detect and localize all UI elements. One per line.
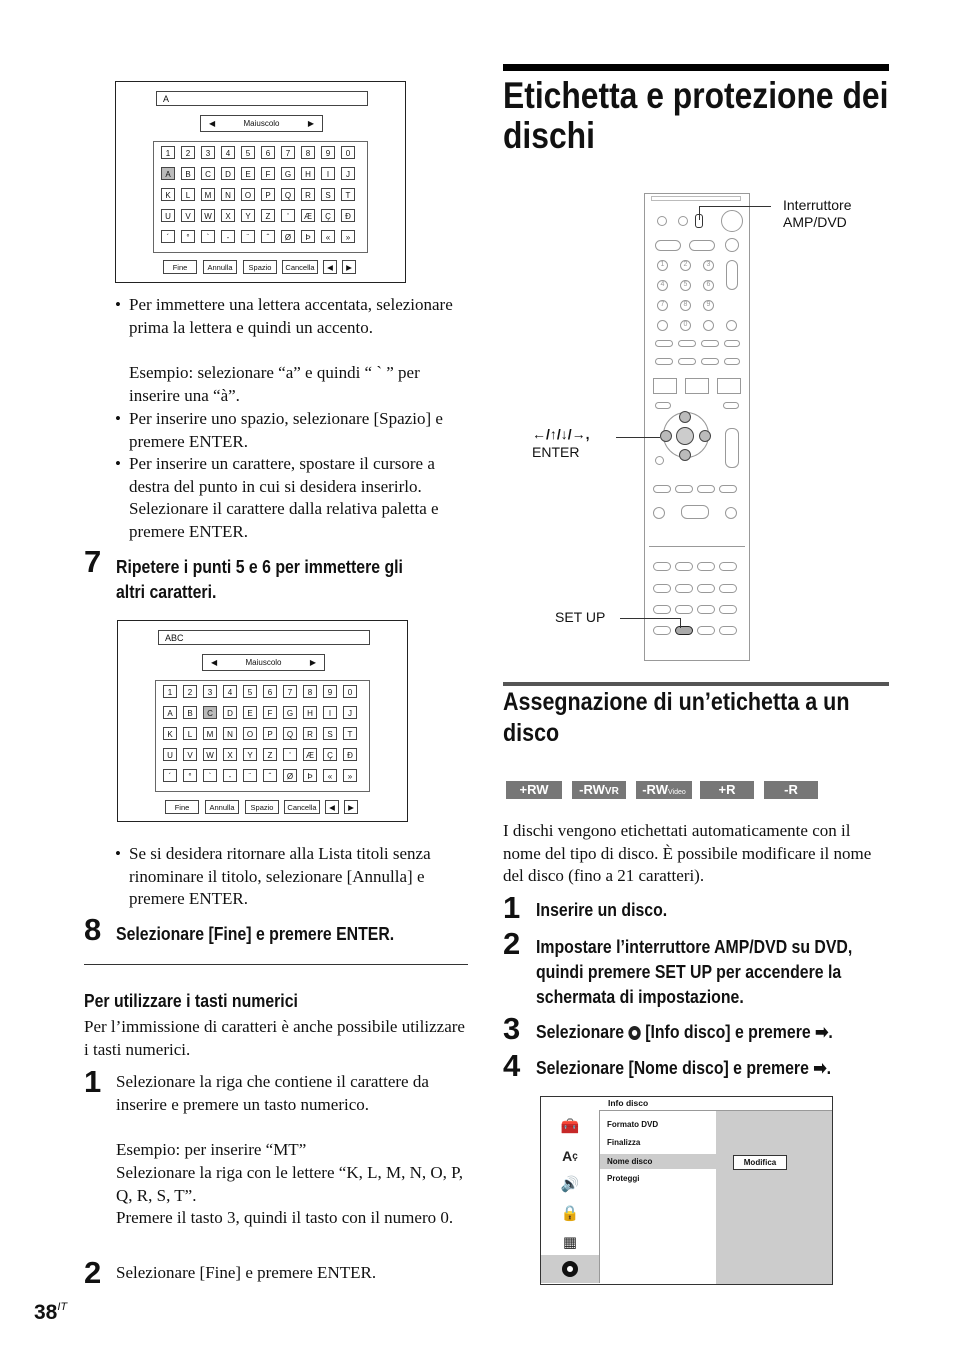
sub-intro: Per l’immissione di caratteri è anche possibile utilizzare i tasti numerici. [84,1017,465,1059]
key-button[interactable]: Y [243,748,257,761]
digit-button: 8 [680,300,691,311]
remote-button [655,340,673,347]
key-button[interactable]: 0 [343,685,357,698]
bullet-dot: • [115,844,121,863]
remote-button [723,402,739,409]
key-button[interactable]: R [303,727,317,740]
menu-item-nome-disco[interactable]: Nome disco [607,1157,653,1166]
dpad-right [699,430,711,442]
badge-minus-rw-vr [572,781,626,799]
key-button[interactable]: 5 [241,146,255,159]
bullet-accent: • Per immettere una lettera accentata, selezionare prima la lettera e quindi un accento. [115,295,453,337]
num-step-1-example: Esempio: per inserire “MT” [116,1140,307,1159]
key-button[interactable]: C [203,706,217,719]
remote-button [719,605,737,614]
key-button[interactable]: ° [181,230,195,243]
digit-button [703,320,714,331]
step-7-number: 7 [84,544,102,579]
cursor-left-button[interactable]: ◀ [325,800,339,814]
menu-right-panel [716,1111,832,1284]
digit-button: 4 [657,280,668,291]
lock-icon[interactable]: 🔒 [560,1204,580,1222]
section-heading: Assegnazione di un’etichetta a un disco [503,688,850,747]
step-8-text: Selezionare [Fine] e premere ENTER. [116,924,395,944]
digit-button: 7 [657,300,668,311]
remote-button [701,340,719,347]
callout-line-switch-v [699,206,700,220]
key-button[interactable]: X [223,748,237,761]
key-button[interactable]: J [341,167,355,180]
arrow-right-icon: ➡. [813,1058,832,1078]
remote-button [653,378,677,394]
bullet-dot: • [115,409,121,428]
key-button[interactable]: A [163,706,177,719]
remote-button [697,562,715,571]
page-suffix: IT [57,1301,68,1313]
keyboard-panel-top [115,81,406,283]
annulla-button[interactable]: Annulla [205,800,239,814]
key-button[interactable]: 6 [261,146,275,159]
remote-button [655,358,673,365]
key-button[interactable]: Æ [301,209,315,222]
digit-button: 9 [703,300,714,311]
key-button[interactable]: P [261,188,275,201]
key-button[interactable]: A [161,167,175,180]
digit-button: 2 [680,260,691,271]
key-button[interactable]: J [343,706,357,719]
digit-button: 3 [703,260,714,271]
key-button[interactable]: P [263,727,277,740]
remote-button [697,584,715,593]
key-button[interactable]: Þ [301,230,315,243]
key-button[interactable]: D [223,706,237,719]
mode-selector[interactable] [200,115,323,132]
menu-item-proteggi[interactable]: Proteggi [607,1174,640,1183]
remote-button [719,626,737,635]
key-button[interactable]: U [161,209,175,222]
remote-button [719,485,737,493]
remote-button [675,562,693,571]
key-button[interactable]: G [283,706,297,719]
key-button[interactable]: E [241,167,255,180]
remote-button [717,378,741,394]
key-button[interactable]: ˆ [263,769,277,782]
callout-arrows: ←/↑/↓/→, [532,426,590,442]
mode-selector[interactable] [202,654,325,671]
num-step-1-row: Selezionare la riga con le lettere “K, L, M, N, O, P, Q, R, S, T”. [116,1163,463,1205]
key-button[interactable]: H [301,167,315,180]
bullet-space: • Per inserire uno spazio, selezionare [Spazio] e premere ENTER. [115,409,443,451]
key-button[interactable]: ˆ [261,230,275,243]
digit-button: 1 [657,260,668,271]
film-icon[interactable]: ▦ [562,1233,578,1251]
setup-menu [540,1096,833,1285]
key-button[interactable]: » [343,769,357,782]
remote-button [655,456,664,465]
key-button[interactable]: I [321,167,335,180]
key-button[interactable]: 5 [243,685,257,698]
key-button[interactable]: 3 [201,146,215,159]
key-button[interactable]: Ø [283,769,297,782]
volume-rocker [726,260,738,290]
key-button[interactable]: ´ [163,769,177,782]
intro-text: I dischi vengono etichettati automaticamente con il nome del tipo di disco. È possibile modificare il nome del disco (fino a 21 caratteri). [503,821,872,886]
remote-button [653,507,665,519]
remote-button [697,626,715,635]
key-button[interactable]: S [321,188,335,201]
key-button[interactable]: 0 [341,146,355,159]
menu-title: Info disco [608,1098,649,1108]
fine-button[interactable]: Fine [165,800,199,814]
key-button[interactable]: - [221,230,235,243]
key-button[interactable]: 7 [281,146,295,159]
key-button[interactable]: 7 [283,685,297,698]
key-button[interactable]: L [183,727,197,740]
key-button[interactable]: O [241,188,255,201]
step-1-text: Inserire un disco. [536,900,668,920]
step-8-number: 8 [84,912,102,947]
badge-minus-rw-video [636,781,692,799]
remote-divider [649,546,745,547]
divider [84,964,468,965]
key-button[interactable]: W [201,209,215,222]
setup-button [675,626,693,635]
remote-button [726,320,737,331]
remote-button [653,584,671,593]
key-button[interactable]: V [181,209,195,222]
key-button[interactable]: D [221,167,235,180]
key-button[interactable]: R [301,188,315,201]
remote-button [685,378,709,394]
remote-button [675,485,693,493]
remote-button [653,605,671,614]
arrow-right-icon[interactable]: ▶ [309,658,316,667]
menu-icon-column [541,1110,600,1283]
remote-button [655,402,671,409]
key-button[interactable]: 6 [263,685,277,698]
remote-top-strip [651,196,741,201]
remote-button [655,240,681,251]
menu-item-finalizza[interactable]: Finalizza [607,1138,641,1147]
remote-button [724,340,740,347]
remote-button [675,605,693,614]
num-step-1-keys: Premere il tasto 3, quindi il tasto con il numero 0. [116,1208,454,1227]
remote-button [724,358,740,365]
key-button[interactable]: F [263,706,277,719]
key-button[interactable]: O [243,727,257,740]
cursor-right-button[interactable]: ▶ [344,800,358,814]
step-1-number: 1 [503,890,521,925]
key-button[interactable]: 2 [183,685,197,698]
key-button[interactable]: I [323,706,337,719]
spazio-button[interactable]: Spazio [245,800,279,814]
toolbox-icon[interactable]: 🧰 [560,1117,580,1135]
step-4-number: 4 [503,1048,521,1083]
key-button[interactable]: 3 [203,685,217,698]
bullet-accent-example: Esempio: selezionare “a” e quindi “ ` ” per inserire una “à”. [129,363,420,405]
key-button[interactable]: - [223,769,237,782]
mode-label: Maiuscolo [245,658,282,667]
arrow-left-icon[interactable]: ◀ [209,119,216,128]
key-button[interactable]: T [341,188,355,201]
callout-setup: SET UP [555,609,606,625]
key-button[interactable]: M [203,727,217,740]
text-field[interactable]: A [156,91,368,106]
key-button[interactable]: G [281,167,295,180]
key-button[interactable]: Q [283,727,297,740]
key-button[interactable]: 1 [161,146,175,159]
digit-button: 6 [703,280,714,291]
power-button-large [721,210,743,232]
key-button[interactable]: 8 [303,685,317,698]
key-button[interactable]: W [203,748,217,761]
key-button[interactable]: T [343,727,357,740]
callout-switch: Interruttore AMP/DVD [783,197,852,230]
key-button[interactable]: E [243,706,257,719]
key-button[interactable]: » [341,230,355,243]
sub-heading: Per utilizzare i tasti numerici [84,991,298,1011]
remote-button [678,358,696,365]
remote-button [719,584,737,593]
key-button[interactable]: Æ [303,748,317,761]
remote-button [653,626,671,635]
key-button[interactable]: Đ [343,748,357,761]
callout-enter: ENTER [532,444,580,460]
remote-control [644,193,750,661]
num-step-2-text: Selezionare [Fine] e premere ENTER. [116,1263,377,1282]
fine-button[interactable]: Fine [163,260,197,274]
step-3-text: Selezionare [Info disco] e premere ➡. [536,1022,833,1042]
keyboard-panel-bottom [117,620,408,822]
mode-label: Maiuscolo [243,119,280,128]
key-button[interactable]: 2 [181,146,195,159]
key-button[interactable]: 9 [323,685,337,698]
key-button[interactable]: V [183,748,197,761]
key-button[interactable]: Z [263,748,277,761]
key-button[interactable]: 1 [163,685,177,698]
callout-line-dpad [616,437,660,438]
cancella-button[interactable]: Cancella [284,800,320,814]
remote-button [697,605,715,614]
key-button[interactable]: 8 [301,146,315,159]
speaker-icon[interactable]: 🔊 [560,1175,580,1193]
title-rule [503,64,889,71]
bullet-dot: • [115,295,121,314]
key-button[interactable]: ¨ [243,769,257,782]
remote-button [719,562,737,571]
arrow-right-icon[interactable]: ▶ [307,119,314,128]
digit-button: 0 [680,320,691,331]
key-button[interactable]: N [221,188,235,201]
tv-button [678,216,688,226]
key-button[interactable]: « [323,769,337,782]
callout-line-setup-v [680,618,681,628]
step-3-number: 3 [503,1011,521,1046]
key-button[interactable]: 4 [221,146,235,159]
dpad-down [679,449,691,461]
annulla-button[interactable]: Annulla [203,260,237,274]
num-step-1-number: 1 [84,1064,102,1099]
key-button[interactable]: ¨ [241,230,255,243]
digit-button [657,320,668,331]
key-button[interactable]: Ç [323,748,337,761]
dpad-up [679,411,691,423]
badge-minus-r: -R [764,781,818,799]
play-button [681,505,709,519]
bullet-dot: • [115,454,121,473]
key-button[interactable]: F [261,167,275,180]
step-2-number: 2 [503,926,521,961]
text-field[interactable]: ABC [158,630,370,645]
key-button[interactable]: X [221,209,235,222]
num-step-2-number: 2 [84,1255,102,1290]
remote-button [701,358,719,365]
remote-button [653,562,671,571]
key-button[interactable]: Ø [281,230,295,243]
cursor-right-button[interactable]: ▶ [342,260,356,274]
key-button[interactable]: Þ [303,769,317,782]
callout-line-setup [620,618,680,619]
callout-line-switch [699,206,771,207]
remote-button [725,507,737,519]
menu-item-formato[interactable]: Formato DVD [607,1120,659,1129]
step-2-text: Impostare l’interruttore AMP/DVD su DVD, quindi premere SET UP per accendere la schermata di impostazione. [536,937,853,1007]
badge-minus-rw-vr-label: -RWVR [579,782,619,797]
key-button[interactable]: Q [281,188,295,201]
key-button[interactable]: N [223,727,237,740]
bullet-cancel: • Se si desidera ritornare alla Lista titoli senza rinominare il titolo, selezionare [Annulla] e premere ENTER. [115,844,431,909]
key-button[interactable]: ° [183,769,197,782]
page-number: $38^{IT}$ [34,1301,68,1324]
key-button[interactable]: U [163,748,177,761]
key-button[interactable]: Z [261,209,275,222]
digit-button: 5 [680,280,691,291]
remote-button [675,584,693,593]
arrow-right-icon: ➡. [815,1022,833,1042]
disc-icon [628,1026,640,1040]
remote-button [725,238,739,252]
key-button[interactable]: ' [281,209,295,222]
bullet-insert: • Per inserire un carattere, spostare il cursore a destra del punto in cui si desidera inserirlo. Selezionare il carattere dalla relativa paletta e premere ENTER. [115,454,439,541]
language-icon[interactable]: A ç [562,1148,578,1164]
key-button[interactable]: Y [241,209,255,222]
step-7-text: Ripetere i punti 5 e 6 per immettere gli altri caratteri. [116,557,403,602]
key-button[interactable]: 4 [223,685,237,698]
remote-button [697,485,715,493]
badge-plus-rw: +RW [506,781,562,799]
remote-button [678,340,696,347]
arrow-left-icon[interactable]: ◀ [211,658,218,667]
key-button[interactable]: C [201,167,215,180]
cursor-left-button[interactable]: ◀ [323,260,337,274]
channel-rocker [725,428,739,468]
step-4-text: Selezionare [Nome disco] e premere ➡. [536,1058,832,1078]
key-button[interactable]: S [323,727,337,740]
spazio-button[interactable]: Spazio [243,260,277,274]
cancella-button[interactable]: Cancella [282,260,318,274]
key-button[interactable]: M [201,188,215,201]
key-button[interactable]: ` [203,769,217,782]
key-button[interactable]: Đ [341,209,355,222]
key-button[interactable]: ` [201,230,215,243]
enter-button [676,427,694,445]
key-button[interactable]: H [303,706,317,719]
key-button[interactable]: ´ [161,230,175,243]
num-step-1-text: Selezionare la riga che contiene il carattere da inserire e premere un tasto numerico. [116,1072,429,1114]
key-button[interactable]: L [181,188,195,201]
key-button[interactable]: « [321,230,335,243]
key-button[interactable]: B [181,167,195,180]
key-button[interactable]: 9 [321,146,335,159]
badge-minus-rw-video-label: -RWVideo [642,782,686,797]
remote-button [689,240,715,251]
page-title: Etichetta e protezione dei dischi [503,75,889,156]
key-button[interactable]: B [183,706,197,719]
remote-button [653,485,671,493]
power-button [657,216,667,226]
key-button[interactable]: K [161,188,175,201]
badge-plus-r: +R [700,781,754,799]
key-button[interactable]: ' [283,748,297,761]
key-button[interactable]: Ç [321,209,335,222]
section-rule [503,682,889,686]
dpad-left [660,430,672,442]
key-button[interactable]: K [163,727,177,740]
modifica-button[interactable]: Modifica [733,1155,787,1170]
disc-icon[interactable] [555,1257,585,1281]
